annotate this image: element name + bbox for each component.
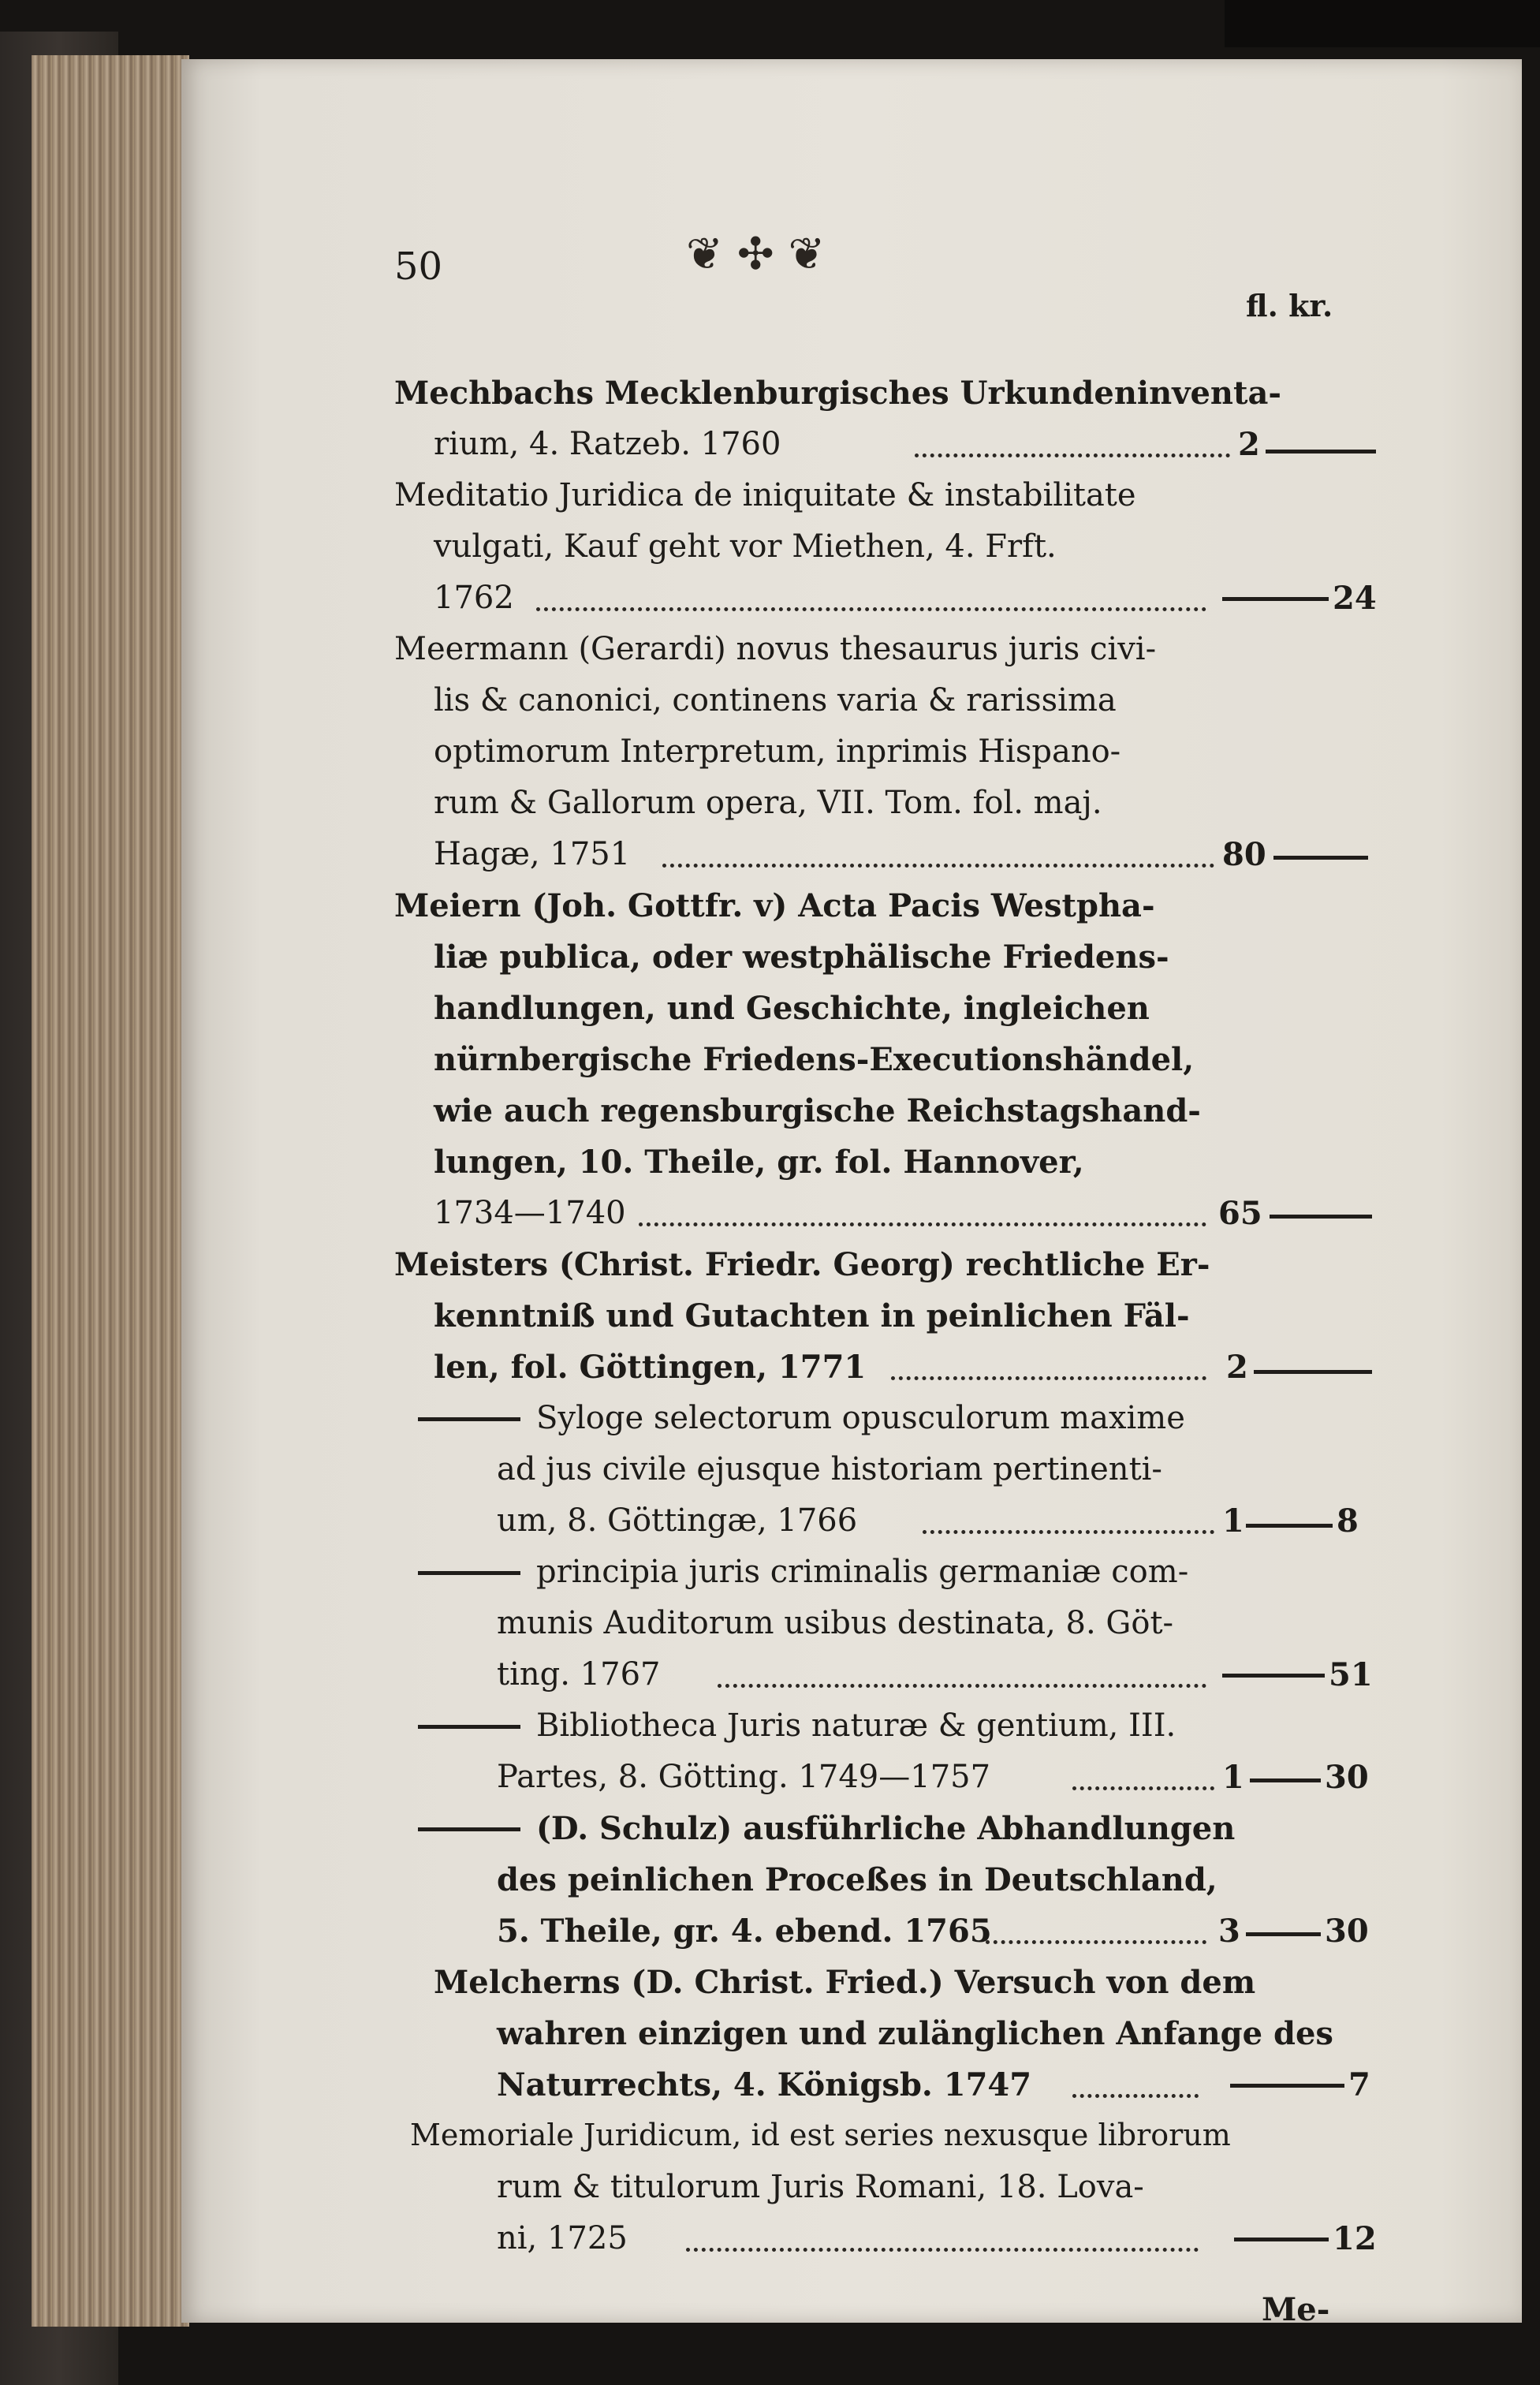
- page-number: 50: [394, 244, 443, 289]
- entry-line: Meditatio Juridica de iniquitate & instabilitate: [394, 477, 1136, 513]
- price-florin: 1: [1222, 1502, 1244, 1540]
- price-dash: [1270, 1215, 1372, 1219]
- entry-line: Naturrechts, 4. Königsb. 1747: [497, 2066, 1032, 2103]
- leader-dots: [1072, 2094, 1199, 2098]
- ditto-dash: [418, 1417, 520, 1421]
- entry-line: 5. Theile, gr. 4. ebend. 1765: [497, 1913, 992, 1950]
- price-kreuzer: 30: [1325, 1759, 1369, 1796]
- price-florin: 3: [1218, 1913, 1240, 1950]
- price-dash: [1250, 1778, 1321, 1782]
- entry-line: optimorum Interpretum, inprimis Hispano-: [434, 733, 1121, 770]
- price-kreuzer: 30: [1325, 1913, 1369, 1950]
- entry-line: Meiern (Joh. Gottfr. v) Acta Pacis Westpha-: [394, 887, 1155, 924]
- entry-line: liæ publica, oder westphälische Friedens-: [434, 939, 1169, 976]
- book-page: [181, 59, 1522, 2328]
- leader-dots: [662, 864, 1214, 868]
- leader-dots: [891, 1376, 1206, 1380]
- entry-line: Memoriale Juridicum, id est series nexusque librorum: [410, 2118, 1231, 2152]
- price-kreuzer: 8: [1337, 1502, 1359, 1540]
- ditto-dash: [418, 1725, 520, 1729]
- entry-line: wie auch regensburgische Reichstagshand-: [434, 1092, 1201, 1129]
- price-dash: [1234, 2238, 1329, 2241]
- entry-line: lis & canonici, continens varia & rarissima: [434, 682, 1117, 718]
- entry-line: Melcherns (D. Christ. Fried.) Versuch von dem: [434, 1964, 1256, 2001]
- leader-dots: [986, 1940, 1206, 1944]
- price-dash: [1230, 2084, 1344, 2088]
- price-florin: 65: [1218, 1195, 1262, 1232]
- entry-line: munis Auditorum usibus destinata, 8. Göt-: [497, 1605, 1174, 1641]
- entry-line: um, 8. Göttingæ, 1766: [497, 1502, 858, 1539]
- currency-header: fl. kr.: [1246, 288, 1333, 323]
- leader-dots: [923, 1530, 1214, 1534]
- leader-dots: [718, 1684, 1206, 1688]
- entry-line: 1734—1740: [434, 1195, 626, 1231]
- entry-line: len, fol. Göttingen, 1771: [434, 1349, 867, 1386]
- entry-line: Mechbachs Mecklenburgisches Urkundeninventa-: [394, 375, 1281, 412]
- ditto-dash: [418, 1571, 520, 1575]
- entry-line: principia juris criminalis germaniæ com-: [536, 1554, 1189, 1590]
- entry-line: 1762: [434, 580, 514, 616]
- leader-dots: [686, 2248, 1199, 2252]
- entry-line: Meisters (Christ. Friedr. Georg) rechtliche Er-: [394, 1246, 1210, 1283]
- entry-line: Bibliotheca Juris naturæ & gentium, III.: [536, 1708, 1176, 1744]
- price-dash: [1273, 856, 1368, 860]
- leader-dots: [536, 607, 1206, 611]
- price-florin: 80: [1222, 836, 1266, 873]
- price-dash: [1222, 1674, 1325, 1678]
- price-florin: 2: [1226, 1349, 1248, 1386]
- entry-line: rium, 4. Ratzeb. 1760: [434, 426, 781, 462]
- entry-line: Partes, 8. Götting. 1749—1757: [497, 1759, 991, 1795]
- entry-line: handlungen, und Geschichte, ingleichen: [434, 990, 1150, 1027]
- entry-line: rum & Gallorum opera, VII. Tom. fol. maj.: [434, 785, 1102, 821]
- entry-line: (D. Schulz) ausführliche Abhandlungen: [536, 1810, 1236, 1847]
- price-dash: [1246, 1932, 1321, 1936]
- price-dash: [1266, 450, 1376, 453]
- price-florin: 1: [1222, 1759, 1244, 1796]
- price-kreuzer: 51: [1329, 1656, 1373, 1693]
- background-corner: [1225, 0, 1540, 47]
- catchword: Me-: [1262, 2291, 1330, 2328]
- entry-line: kenntniß und Gutachten in peinlichen Fäl-: [434, 1297, 1190, 1334]
- price-kreuzer: 12: [1333, 2220, 1377, 2257]
- price-kreuzer: 24: [1333, 580, 1377, 617]
- entry-line: ad jus civile ejusque historiam pertinenti-: [497, 1451, 1162, 1487]
- leader-dots: [1072, 1786, 1214, 1790]
- price-florin: 2: [1238, 426, 1260, 463]
- entry-line: ni, 1725: [497, 2220, 628, 2256]
- ditto-dash: [418, 1827, 520, 1831]
- price-dash: [1246, 1524, 1333, 1528]
- header-ornament: ❦ ✣ ❦: [686, 229, 826, 280]
- entry-line: ting. 1767: [497, 1656, 661, 1693]
- page-edges: [32, 55, 189, 2327]
- leader-dots: [639, 1222, 1206, 1226]
- price-kreuzer: 7: [1348, 2066, 1370, 2103]
- price-dash: [1254, 1370, 1372, 1374]
- entry-line: Syloge selectorum opusculorum maxime: [536, 1400, 1185, 1436]
- entry-line: Meermann (Gerardi) novus thesaurus juris civi-: [394, 631, 1157, 667]
- entry-line: wahren einzigen und zulänglichen Anfange des: [497, 2015, 1333, 2052]
- entry-line: des peinlichen Proceßes in Deutschland,: [497, 1861, 1217, 1898]
- entry-line: lungen, 10. Theile, gr. fol. Hannover,: [434, 1144, 1084, 1181]
- entry-line: nürnbergische Friedens-Executionshändel,: [434, 1041, 1195, 1078]
- price-dash: [1222, 597, 1329, 601]
- leader-dots: [915, 453, 1230, 457]
- entry-line: vulgati, Kauf geht vor Miethen, 4. Frft.: [434, 528, 1057, 565]
- entry-line: Hagæ, 1751: [434, 836, 631, 872]
- entry-line: rum & titulorum Juris Romani, 18. Lova-: [497, 2169, 1144, 2205]
